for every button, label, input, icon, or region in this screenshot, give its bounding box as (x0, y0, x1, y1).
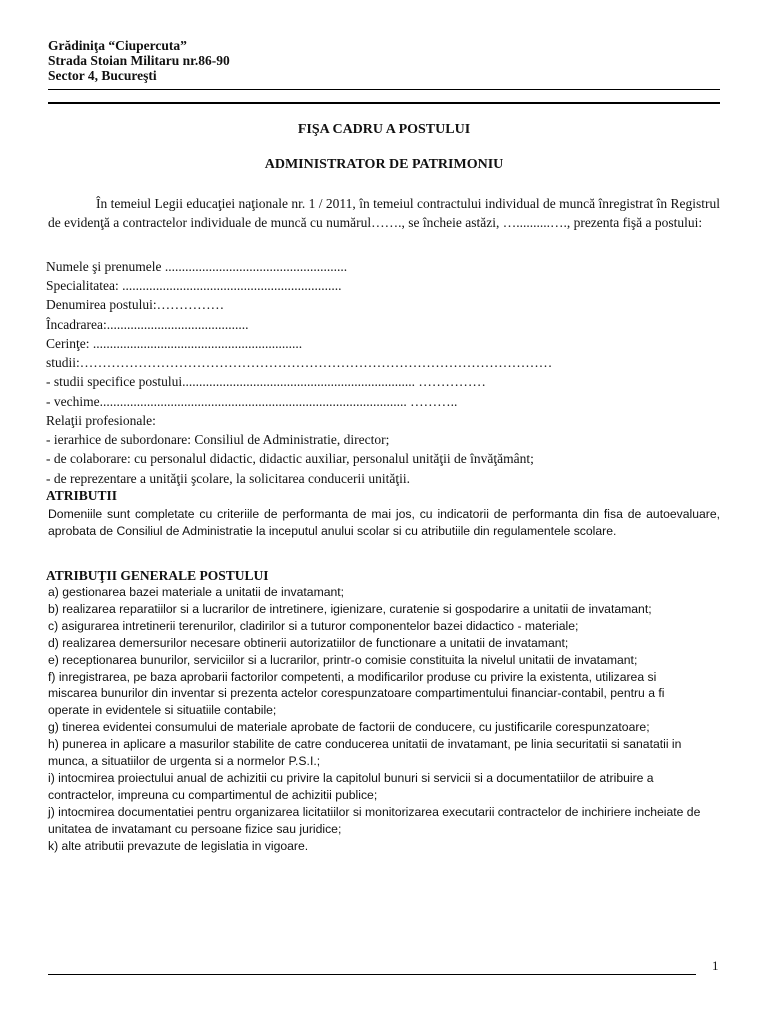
field-classification: Încadrarea:.......................................... (46, 317, 249, 332)
page-number: 1 (712, 958, 719, 973)
relation-collaboration: - de colaborare: cu personalul didactic, didactic auxiliar, personalul unităţii de învăţământ; (46, 451, 534, 466)
field-seniority: - vechime........................................................................................... ……….. (46, 394, 458, 409)
school-name: Grădiniţa “Ciupercuta” (48, 38, 187, 53)
field-relations: Relaţii profesionale: (46, 413, 156, 428)
atributii-paragraph: Domeniile sunt completate cu criteriile de performanta de mai jos, cu indicatorii de performanta din fisa de autoevaluare, aprobata de Consiliul de Administratie la inceputul anului scolar si cu atributiile din regulamentele scolare. (48, 507, 720, 538)
atributii-heading: ATRIBUTII (46, 488, 118, 503)
list-item: d) realizarea demersurilor necesare obtinerii autorizatiilor de functionare a unitatii de invatamant; (48, 635, 569, 650)
generale-heading: ATRIBUŢII GENERALE POSTULUI (46, 568, 269, 583)
list-item: c) asigurarea intretinerii terenurilor, cladirilor si a tuturor componentelor bazei didactico - materiale; (48, 618, 579, 633)
footer-rule (48, 974, 696, 975)
field-specific-studies: - studii specifice postului..................................................................... …………… (46, 374, 486, 389)
school-sector: Sector 4, Bucureşti (48, 68, 157, 83)
header-rule-top (48, 89, 720, 90)
header-rule-bottom (48, 102, 720, 104)
list-item: f) inregistrarea, pe baza aprobarii factorilor competenti, a modificarilor produse cu privire la existenta, utilizarea si miscarea bunurilor din inventar si prezenta actelor corespunzatoare compartimentului financiar-contabil, pentru a fi operate in evidentele si situatiile contabile; (48, 669, 665, 718)
list-item: i) intocmirea proiectului anual de achizitii cu privire la capitolul bunuri si servicii si a documentatiilor de atribuire a contractelor, impreuna cu compartimentul de achizitii publice; (48, 770, 654, 802)
field-specialty: Specialitatea: ................................................................. (46, 278, 342, 293)
position-title: ADMINISTRATOR DE PATRIMONIU (264, 157, 504, 172)
list-item: b) realizarea reparatiilor si a lucrarilor de intretinere, igienizare, curatenie si gospodarire a unitatii de invatamant; (48, 601, 652, 616)
document-title: FIŞA CADRU A POSTULUI (297, 122, 471, 137)
list-item: h) punerea in aplicare a masurilor stabilite de catre conducerea unitatii de invatamant, pe linia securitatii si sanatatii in munca, a situatiilor de urgenta si a normelor P.S.I.; (48, 737, 682, 769)
list-item: a) gestionarea bazei materiale a unitatii de invatamant; (48, 585, 345, 599)
field-position: Denumirea postului:…………… (46, 297, 225, 312)
intro-paragraph: În temeiul Legii educaţiei naţionale nr. 1 / 2011, în temeiul contractului individual de muncă înregistrat în Registrul de evidenţă a contractelor individuale de muncă cu numărul……., se încheie astăzi, …..........…., prezenta fişă a postului: (48, 196, 720, 230)
field-studies: studii:…………………………………………………………………………………………… (46, 355, 553, 370)
list-item: e) receptionarea bunurilor, serviciilor si a lucrarilor, printr-o comisie constituita la nivelul unitatii de invatamant; (48, 652, 638, 667)
list-item: k) alte atributii prevazute de legislatia in vigoare. (48, 838, 309, 853)
school-address: Strada Stoian Militaru nr.86-90 (48, 53, 230, 68)
field-name: Numele şi prenumele ...................................................... (46, 259, 348, 274)
duties-list (48, 584, 708, 855)
relation-representation: - de reprezentare a unităţii şcolare, la solicitarea conducerii unităţii. (46, 471, 410, 486)
list-item: g) tinerea evidentei consumului de materiale aprobate de factorii de conducere, cu justificarile corespunzatoare; (48, 720, 650, 735)
list-item: j) intocmirea documentatiei pentru organizarea licitatiilor si monitorizarea executarii contractelor de inchiriere incheiate de unitatea de invatamant cu persoane fizice sau juridice; (48, 804, 701, 836)
relation-hierarchical: - ierarhice de subordonare: Consiliul de Administratie, director; (46, 432, 390, 447)
field-requirements: Cerinţe: .............................................................. (46, 336, 303, 351)
